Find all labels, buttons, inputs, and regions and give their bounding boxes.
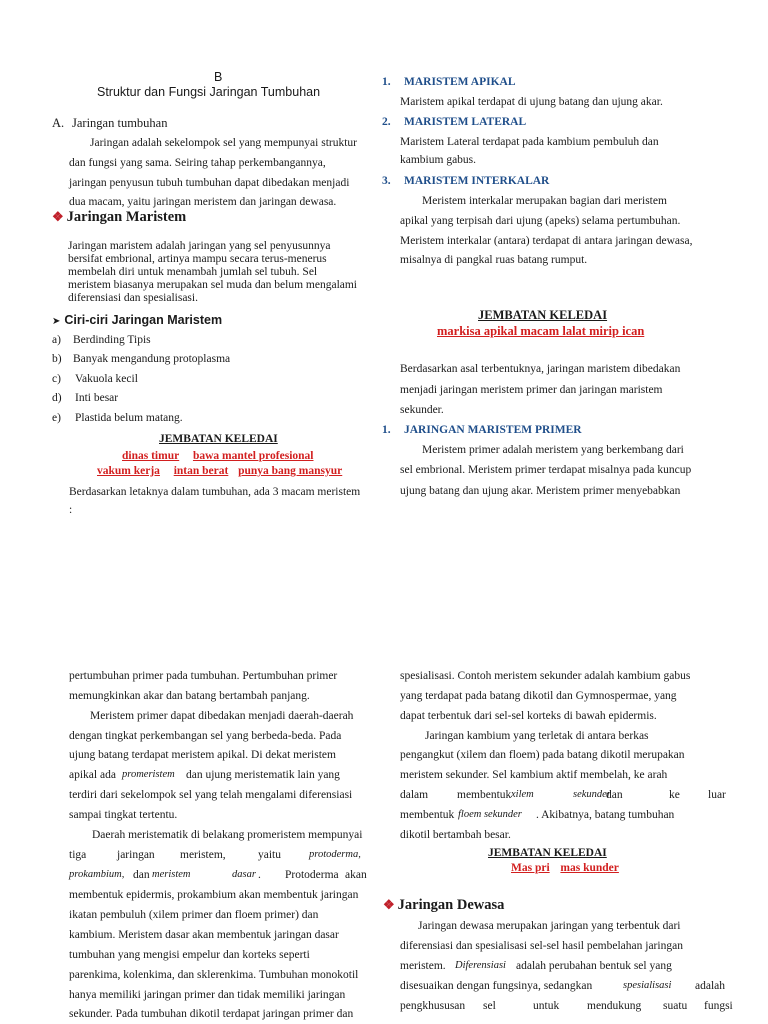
body-term: xilem	[511, 789, 534, 800]
dewasa-heading	[383, 897, 504, 914]
body-word: membentuk	[457, 789, 512, 801]
body-line: terdiri dari sekelompok sel yang telah mengalami diferensiasi	[69, 789, 353, 801]
list-item-text: Maristem Lateral terdapat pada kambium pembuluh dan	[400, 136, 659, 148]
body-word: luar	[708, 789, 726, 801]
jembatan-line-1	[122, 450, 314, 462]
jembatan-phrase: bawa mantel profesional	[192, 450, 314, 462]
body-word: apikal ada	[69, 769, 116, 781]
jembatan-line-bottom	[511, 862, 619, 874]
jembatan-line-2	[97, 465, 342, 477]
body-word: pengkhususan	[400, 1000, 466, 1012]
body-line: ikatan pembuluh (xilem primer dan floem primer) dan	[69, 909, 319, 921]
body-line: spesialisasi. Contoh meristem sekunder adalah kambium gabus	[400, 670, 691, 682]
body-term: prokambium,	[69, 869, 125, 880]
body-word: adalah perubahan bentuk sel yang	[516, 960, 672, 972]
doc-title: Struktur dan Fungsi Jaringan Tumbuhan	[97, 85, 321, 99]
list-item-title: MARISTEM APIKAL	[404, 76, 516, 88]
list-item-text: Vakuola kecil	[75, 373, 138, 385]
body-line: pengangkut (xilem dan floem) pada batang dikotil merupakan	[400, 749, 685, 761]
list-item-text: Meristem interkalar merupakan bagian dari meristem	[422, 195, 667, 207]
jembatan-title-bottom: JEMBATAN KELEDAI	[488, 847, 607, 859]
body-line: tumbuhan yang mengisi empelur dan korteks seperti	[69, 949, 310, 961]
body-word: disesuaikan dengan fungsinya, sedangkan	[400, 980, 593, 992]
body-word: meristem,	[180, 849, 226, 861]
list-item-text: Berdinding Tipis	[73, 334, 151, 346]
meristem-line: meristem biasanya merupakan sel muda dan belum mengalami	[68, 279, 358, 291]
body-term: meristem	[152, 869, 191, 880]
jembatan-phrase: mas kunder	[560, 862, 619, 874]
body-line: Meristem primer dapat dibedakan menjadi daerah-daerah	[90, 710, 354, 722]
body-word: jaringan	[117, 849, 155, 861]
list-item-text: kambium gabus.	[400, 154, 477, 166]
body-word: dan	[606, 789, 623, 801]
list-item-title: MARISTEM LATERAL	[404, 116, 527, 128]
list-item-label: a)	[52, 334, 61, 346]
list-item-text: Meristem interkalar (antara) terdapat di antara jaringan dewasa,	[400, 235, 693, 247]
body-word: yaitu	[258, 849, 281, 861]
meristem-line: membelah diri untuk menambah jumlah sel tubuh. Sel	[68, 266, 318, 278]
list-item-title: MARISTEM INTERKALAR	[404, 175, 550, 187]
arrow-bullet-icon: ➤	[52, 316, 61, 327]
primer-number: 1.	[382, 424, 391, 436]
body-line: ujung batang terdapat meristem apikal. Di dekat meristem	[69, 749, 336, 761]
body-word: suatu	[663, 1000, 688, 1012]
body-line: meristem sekunder. Sel kambium aktif membelah, ke arah	[400, 769, 668, 781]
body-word: meristem.	[400, 960, 446, 972]
ciri-heading	[52, 313, 222, 327]
body-line: membentuk epidermis, prokambium akan membentuk jaringan	[69, 889, 359, 901]
primer-title: JARINGAN MARISTEM PRIMER	[404, 424, 582, 436]
body-term: Diferensiasi	[455, 960, 506, 971]
body-line: sekunder. Pada tumbuhan dikotil terdapat jaringan primer dan	[69, 1008, 354, 1020]
list-item-text: Banyak mengandung protoplasma	[73, 353, 231, 365]
body-word: dalam	[400, 789, 429, 801]
body-word: adalah	[695, 980, 726, 992]
body-line: dengan tingkat perkembangan sel yang berbeda-beda. Pada	[69, 730, 342, 742]
body-line: dikotil bertambah besar.	[400, 829, 511, 841]
body-line: Jaringan kambium yang terletak di antara berkas	[425, 730, 649, 742]
body-line: Daerah meristematik di belakang promeristem mempunyai	[92, 829, 363, 841]
body-word: tiga	[69, 849, 87, 861]
diamond-bullet-icon: ❖	[52, 209, 64, 224]
body-line: sampai tingkat tertentu.	[69, 809, 178, 821]
body-word: dan	[133, 869, 150, 881]
list-item-label: e)	[52, 412, 61, 424]
body-line: hanya memiliki jaringan primer dan tidak memiliki jaringan	[69, 989, 346, 1001]
body-term: dasar	[232, 869, 256, 880]
primer-line: Meristem primer adalah meristem yang berkembang dari	[422, 444, 684, 456]
doc-letter: B	[214, 70, 223, 84]
ciri-heading-text: Ciri-ciri Jaringan Maristem	[64, 313, 223, 327]
section-a-label: A.	[52, 116, 65, 130]
meristem-heading	[52, 209, 186, 226]
body-word: dan ujung meristematik lain yang	[186, 769, 340, 781]
primer-line: ujung batang dan ujung akar. Meristem primer menyebabkan	[400, 485, 681, 497]
body-line: pertumbuhan primer pada tumbuhan. Pertumbuhan primer	[69, 670, 338, 682]
section-a-title: Jaringan tumbuhan	[72, 116, 168, 130]
meristem-line: Jaringan maristem adalah jaringan yang sel penyusunnya	[68, 240, 331, 252]
body-word: sel	[483, 1000, 496, 1012]
body-term: spesialisasi	[623, 980, 672, 991]
list-item-text: Plastida belum matang.	[75, 412, 183, 424]
body-line: diferensiasi dan spesialisasi sel-sel hasil pembelahan jaringan	[400, 940, 683, 952]
list-item-label: c)	[52, 373, 61, 385]
body-word: fungsi	[704, 1000, 733, 1012]
closing-line: Berdasarkan letaknya dalam tumbuhan, ada 3 macam meristem	[69, 486, 361, 498]
intro-line: jaringan penyusun tubuh tumbuhan dapat dibedakan menjadi	[69, 177, 350, 189]
body-line: memungkinkan akar dan batang bertambah panjang.	[69, 690, 310, 702]
body-term: floem sekunder	[458, 809, 522, 820]
body-line: parenkima, kolenkima, dan sklerenkima. Tumbuhan monokotil	[69, 969, 359, 981]
closing-colon: :	[69, 504, 73, 516]
list-item-label: b)	[52, 353, 62, 365]
jembatan-title-left: JEMBATAN KELEDAI	[159, 433, 278, 445]
body-word: . Akibatnya, batang tumbuhan	[536, 809, 675, 821]
body-word: Protoderma	[285, 869, 339, 881]
primer-line: sel embrional. Meristem primer terdapat misalnya pada kuncup	[400, 464, 692, 476]
jembatan-phrase: dinas timur	[122, 450, 180, 462]
list-item-text: Maristem apikal terdapat di ujung batang dan ujung akar.	[400, 96, 663, 108]
body-term: protoderma,	[309, 849, 361, 860]
jembatan-phrase: intan berat	[173, 465, 229, 477]
intro-line: dan fungsi yang sama. Seiring tahap perkembangannya,	[69, 157, 326, 169]
list-item-number: 1.	[382, 76, 391, 88]
list-item-number: 2.	[382, 116, 391, 128]
body-line: yang terdapat pada batang dikotil dan Gymnospermae, yang	[400, 690, 677, 702]
diamond-bullet-icon: ❖	[383, 897, 395, 912]
body-word: akan	[345, 869, 367, 881]
body-term: promeristem	[122, 769, 175, 780]
jembatan-title-right: JEMBATAN KELEDAI	[478, 308, 608, 322]
list-item-number: 3.	[382, 175, 391, 187]
intro-line: dua macam, yaitu jaringan meristem dan jaringan dewasa.	[69, 196, 337, 208]
body-word: membentuk	[400, 809, 455, 821]
dewasa-heading-text: Jaringan Dewasa	[397, 897, 505, 913]
jembatan-phrase: Mas pri	[511, 862, 550, 874]
body-line: dapat terbentuk dari sel-sel korteks di bawah epidermis.	[400, 710, 657, 722]
body-word: .	[258, 869, 261, 881]
asal-line: sekunder.	[400, 404, 444, 416]
meristem-line: diferensiasi dan spesialisasi.	[68, 292, 198, 304]
list-item-text: misalnya di pangkal ruas batang rumput.	[400, 254, 588, 266]
list-item-label: d)	[52, 392, 62, 404]
body-line: kambium. Meristem dasar akan membentuk jaringan dasar	[69, 929, 339, 941]
asal-line: Berdasarkan asal terbentuknya, jaringan maristem dibedakan	[400, 363, 681, 375]
jembatan-phrase: vakum kerja	[97, 465, 160, 477]
asal-line: menjadi jaringan meristem primer dan jaringan maristem	[400, 384, 663, 396]
body-word: mendukung	[587, 1000, 642, 1012]
body-word: untuk	[533, 1000, 560, 1012]
body-word: ke	[669, 789, 680, 801]
body-line: Jaringan dewasa merupakan jaringan yang terbentuk dari	[418, 920, 681, 932]
meristem-line: bersifat embrional, artinya mampu secara terus-menerus	[68, 253, 327, 265]
list-item-text: apikal yang terpisah dari ujung (apeks) selama pertumbuhan.	[400, 215, 681, 227]
jembatan-phrase: punya bang mansyur	[238, 465, 343, 477]
jembatan-line-right: markisa apikal macam lalat mirip ican	[437, 324, 645, 338]
body-term: sekunder	[573, 789, 611, 800]
intro-line: Jaringan adalah sekelompok sel yang mempunyai struktur	[90, 137, 357, 149]
meristem-heading-text: Jaringan Maristem	[66, 209, 187, 225]
list-item-text: Inti besar	[75, 392, 119, 404]
